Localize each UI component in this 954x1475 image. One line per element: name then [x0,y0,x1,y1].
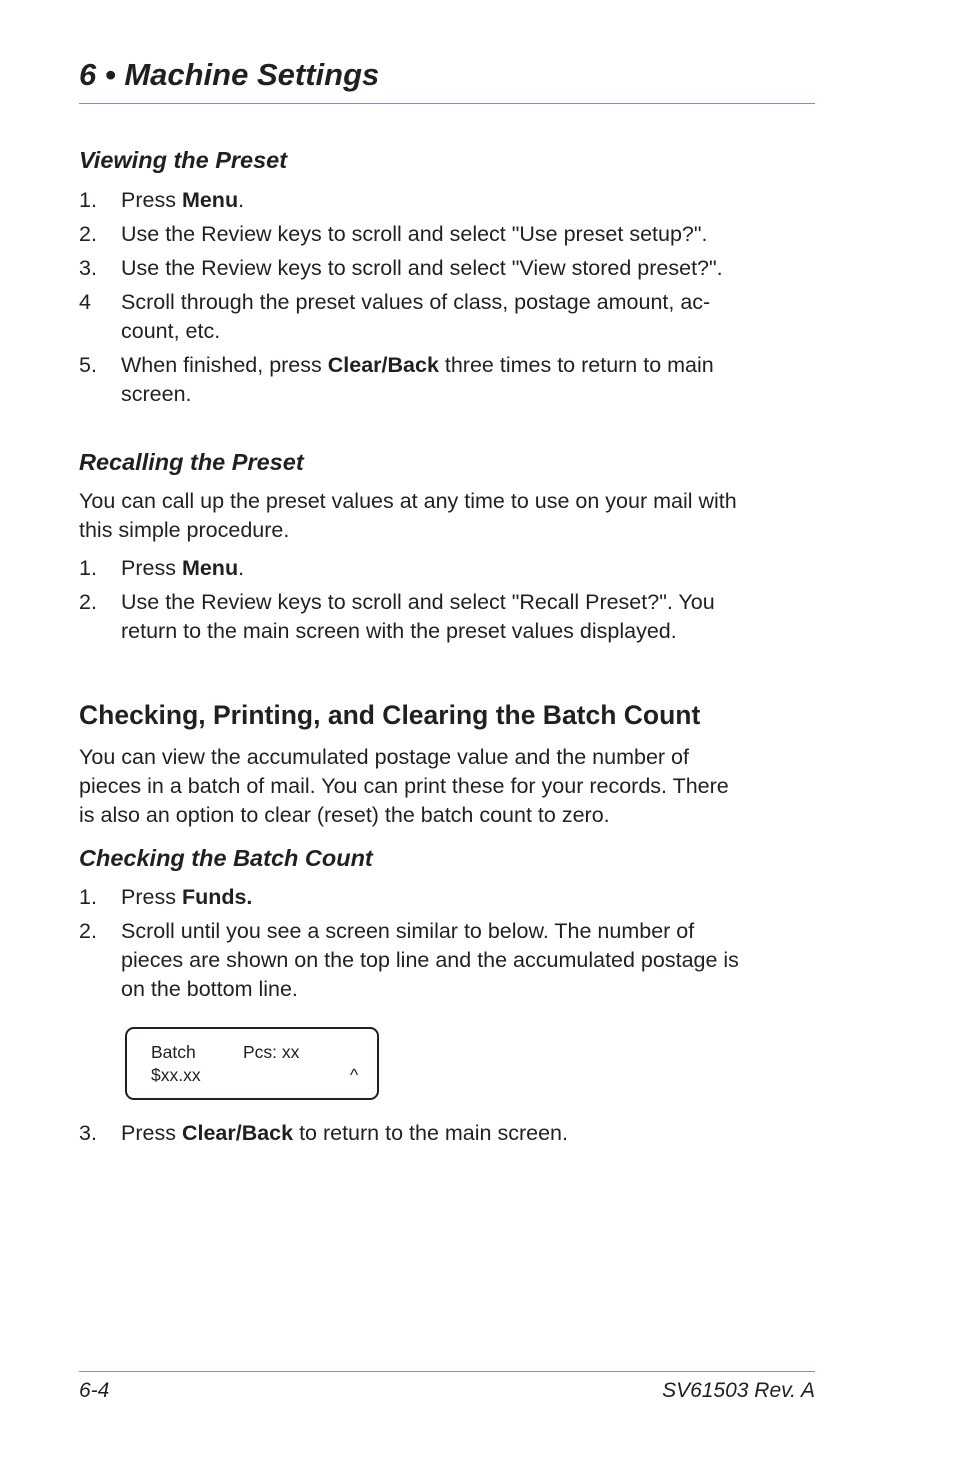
page-number: 6-4 [79,1379,110,1402]
list-item [79,186,824,215]
key-name: Funds. [181,885,253,909]
batch-section-heading: Checking, Printing, and Clearing the Batch Count [79,700,701,730]
list-item [79,351,824,409]
list-item [79,588,824,646]
para-line: You can call up the preset values at any time to use on your mail with [79,489,737,513]
step-text: Use the Review keys to scroll and select "Use preset setup?". [121,222,708,246]
list-item [79,883,824,912]
display-batch-label: Batch [151,1042,196,1062]
step-text: to return to the main screen. [293,1121,568,1145]
key-name: Clear/Back [181,1121,294,1145]
viewing-preset-heading: Viewing the Preset [79,147,288,173]
step-text: Use the Review keys to scroll and select "View stored preset?". [121,256,723,280]
step-text: Press [121,1121,182,1145]
list-item [79,554,824,583]
display-caret-icon: ^ [350,1065,359,1085]
step-text: When finished, press [121,353,328,377]
step-text-continued: screen. [121,382,192,406]
recalling-intro [79,487,824,545]
list-item [79,917,824,1004]
step-number: 1. [79,556,97,580]
key-name: Menu [181,556,239,580]
step-text: Use the Review keys to scroll and select "Recall Preset?". You [121,590,715,614]
list-item [79,220,824,249]
para-line: You can view the accumulated postage value and the number of [79,745,689,769]
step-number: 5. [79,353,97,377]
recalling-preset-heading: Recalling the Preset [79,449,304,475]
step-text: . [238,556,245,580]
step-number: 2. [79,590,97,614]
step-text-continued: pieces are shown on the top line and the accumulated postage is [121,948,739,972]
step-number: 1. [79,885,97,909]
checking-batch-heading: Checking the Batch Count [79,845,373,871]
list-item [79,254,824,283]
step-number: 1. [79,188,97,212]
step-text-continued: count, etc. [121,319,221,343]
display-screen [125,1027,379,1100]
document-id: SV61503 Rev. A [662,1379,815,1402]
display-pieces-count: Pcs: xx [243,1042,300,1062]
list-item [79,1119,824,1148]
key-name: Clear/Back [327,353,439,377]
step-number: 2. [79,919,97,943]
para-line: this simple procedure. [79,518,290,542]
step-text: . [238,188,245,212]
step-number: 2. [79,222,97,246]
para-line: is also an option to clear (reset) the batch count to zero. [79,803,610,827]
footer-rule [79,1371,815,1372]
para-line: pieces in a batch of mail. You can print these for your records. There [79,774,729,798]
step-number: 3. [79,1121,97,1145]
step-text-continued: on the bottom line. [121,977,298,1001]
chapter-title: 6 • Machine Settings [79,57,380,92]
header-rule [79,103,815,104]
step-text: three times to return to main [438,353,714,377]
step-text: Press [121,188,182,212]
step-text: Scroll until you see a screen similar to below. The number of [121,919,695,943]
step-text-continued: return to the main screen with the preset values displayed. [121,619,677,643]
step-text: Press [121,556,182,580]
batch-intro [79,743,824,830]
step-number: 3. [79,256,97,280]
key-name: Menu [181,188,239,212]
step-text: Scroll through the preset values of class, postage amount, ac- [121,290,711,314]
display-postage-value: $xx.xx [151,1065,201,1085]
step-text: Press [121,885,182,909]
list-item [79,288,824,346]
step-number: 4 [79,290,91,314]
